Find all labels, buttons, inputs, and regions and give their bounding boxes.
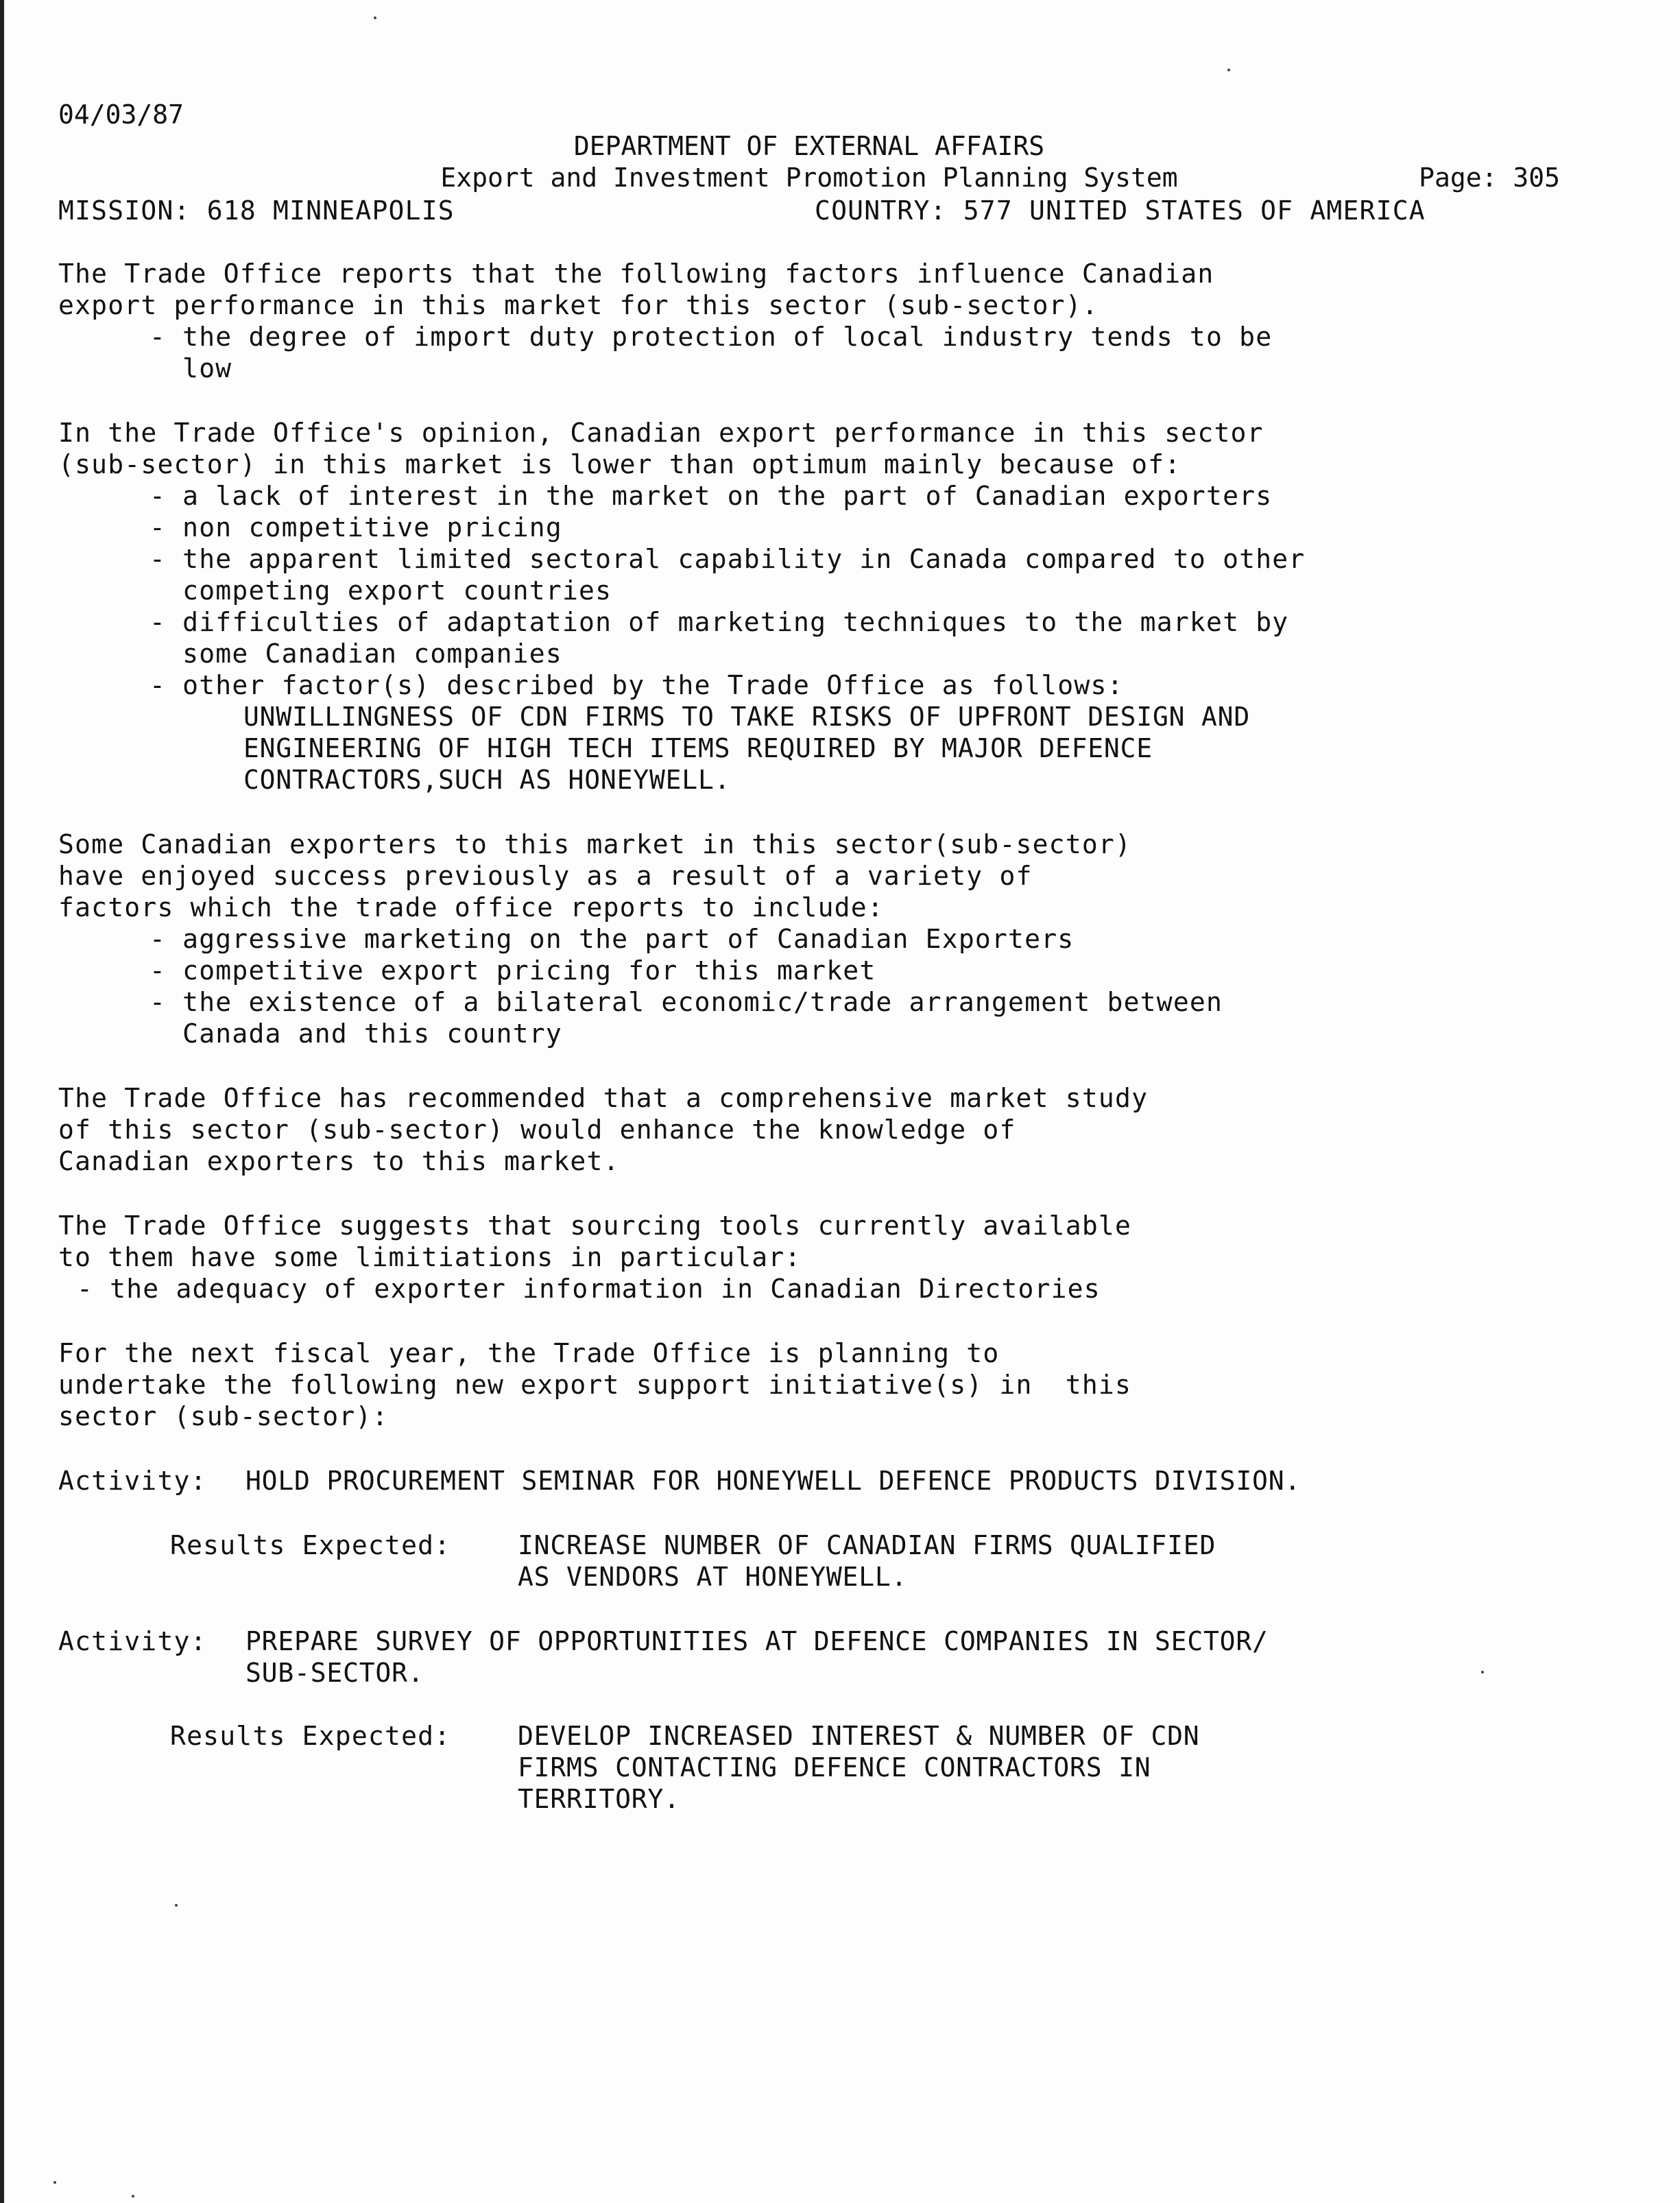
section4-line: The Trade Office has recommended that a comprehensive market study [58,1083,1149,1113]
results-expected-text: DEVELOP INCREASED INTEREST & NUMBER OF CDN [518,1721,1200,1751]
results-expected-text: TERRITORY. [518,1784,680,1814]
results-expected-label: Results Expected: [170,1530,451,1560]
section1-intro-line: export performance in this market for this sector (sub-sector). [58,290,1099,320]
scan-speck [53,2181,56,2184]
section6-line: For the next fiscal year, the Trade Office is planning to [58,1338,1000,1368]
scan-speck [1481,1671,1484,1674]
section5-intro-line: to them have some limitiations in particular: [58,1242,802,1272]
section1-intro-line: The Trade Office reports that the following factors influence Canadian [58,259,1214,289]
section3-intro-line: Some Canadian exporters to this market in this sector(sub-sector) [58,829,1132,859]
scan-left-edge [0,0,4,2203]
section3-bullet: - competitive export pricing for this market [149,955,876,986]
section2-bullet: - the apparent limited sectoral capability in Canada compared to other [149,544,1306,574]
section3-bullet: - the existence of a bilateral economic/trade arrangement between [149,987,1223,1017]
activity-text: SUB-SECTOR. [245,1658,424,1688]
section3-intro-line: factors which the trade office reports to include: [58,892,884,922]
section1-bullet: low [149,353,232,383]
mission-label: MISSION: 618 MINNEAPOLIS [58,195,455,226]
other-factor-line: CONTRACTORS,SUCH AS HONEYWELL. [243,765,731,795]
section3-bullet: Canada and this country [149,1019,562,1049]
section5-intro-line: The Trade Office suggests that sourcing tools currently available [58,1211,1132,1241]
section2-bullet: competing export countries [149,575,612,606]
results-expected-text: FIRMS CONTACTING DEFENCE CONTRACTORS IN [518,1752,1151,1783]
header-department: DEPARTMENT OF EXTERNAL AFFAIRS [573,131,1045,161]
activity-text: HOLD PROCUREMENT SEMINAR FOR HONEYWELL DEFENCE PRODUCTS DIVISION. [245,1466,1301,1496]
section4-line: Canadian exporters to this market. [58,1146,620,1176]
section6-line: undertake the following new export support initiative(s) in this [58,1370,1132,1400]
results-expected-text: INCREASE NUMBER OF CANADIAN FIRMS QUALIFIED [518,1530,1216,1560]
scan-speck [132,2195,134,2198]
section3-bullet: - aggressive marketing on the part of Canadian Exporters [149,924,1075,954]
scan-speck [1227,69,1230,71]
section4-line: of this sector (sub-sector) would enhance the knowledge of [58,1115,1016,1145]
header-date: 04/03/87 [58,99,184,130]
section2-bullet: - other factor(s) described by the Trade Office as follows: [149,670,1124,700]
section1-bullet: - the degree of import duty protection of local industry tends to be [149,322,1273,352]
other-factor-line: UNWILLINGNESS OF CDN FIRMS TO TAKE RISKS OF UPFRONT DESIGN AND [243,702,1251,732]
section6-line: sector (sub-sector): [58,1401,389,1431]
section2-intro-line: In the Trade Office's opinion, Canadian export performance in this sector [58,418,1264,448]
scan-speck [175,1904,178,1907]
activity-label: Activity: [58,1466,207,1496]
section2-bullet: - difficulties of adaptation of marketing techniques to the market by [149,607,1289,637]
section2-bullet: - non competitive pricing [149,512,562,543]
header-page-number: Page: 305 [1419,163,1560,193]
section2-bullet: - a lack of interest in the market on the part of Canadian exporters [149,481,1273,511]
activity-label: Activity: [58,1626,207,1656]
results-expected-label: Results Expected: [170,1721,451,1751]
scan-speck [374,16,376,19]
activity-text: PREPARE SURVEY OF OPPORTUNITIES AT DEFENCE COMPANIES IN SECTOR/ [245,1626,1269,1656]
results-expected-text: AS VENDORS AT HONEYWELL. [518,1562,908,1592]
section2-intro-line: (sub-sector) in this market is lower than optimum mainly because of: [58,449,1181,479]
country-label: COUNTRY: 577 UNITED STATES OF AMERICA [815,195,1426,226]
section2-bullet: some Canadian companies [149,639,562,669]
other-factor-line: ENGINEERING OF HIGH TECH ITEMS REQUIRED BY MAJOR DEFENCE [243,733,1153,763]
section5-bullet: - the adequacy of exporter information in Canadian Directories [77,1274,1101,1304]
section3-intro-line: have enjoyed success previously as a result of a variety of [58,861,1033,891]
system-title: Export and Investment Promotion Planning System [440,163,1178,193]
